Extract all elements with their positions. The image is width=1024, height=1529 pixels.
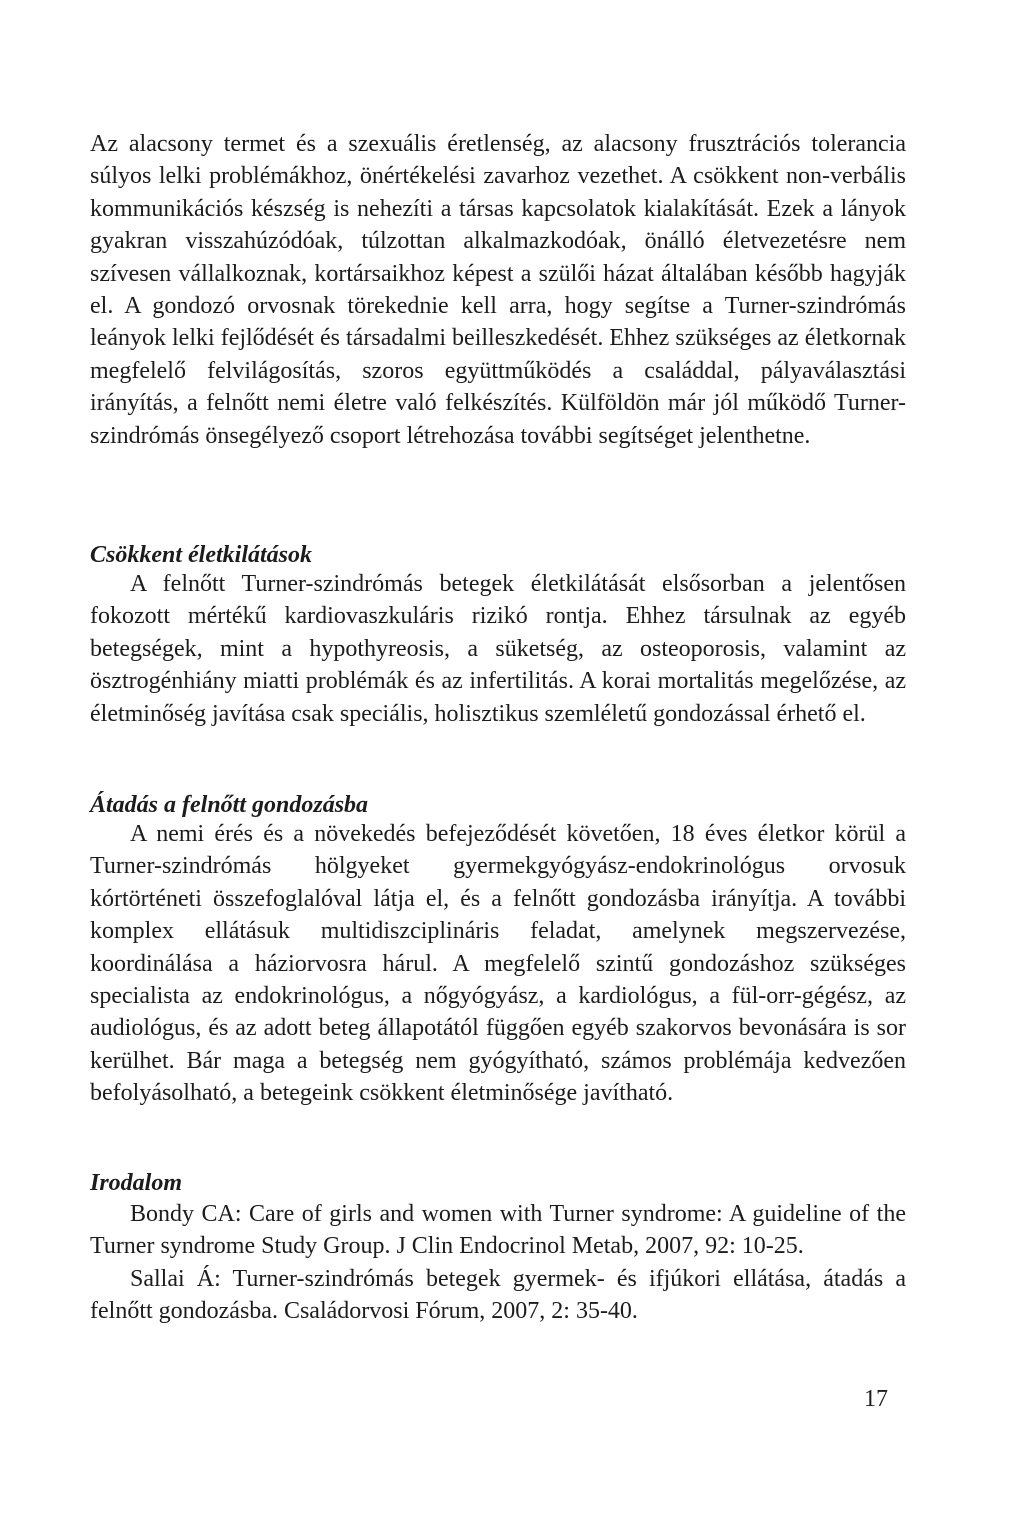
references-heading: Irodalom — [90, 1170, 183, 1196]
references-list — [90, 1198, 906, 1328]
reference-item: Sallai Á: Turner-szindrómás betegek gyermek- és ifjúkori ellátása, átadás a felnőtt gondozásba. Családorvosi Fórum, 2007, 2: 35-40. — [90, 1265, 906, 1325]
transition-block — [90, 818, 906, 1110]
intro-paragraph-block — [90, 128, 906, 452]
section-heading-life-expectancy: Csökkent életkilátások — [90, 542, 312, 568]
life-expectancy-paragraph: A felnőtt Turner-szindrómás betegek életkilátását elsősorban a jelentősen fokozott mértékű kardiovaszkuláris rizikó rontja. Ehhez társulnak az egyéb betegségek, mint a hypothyreosis, a süketség, az osteoporosis, valamint az ösztrogénhiány miatti problémák és az infertilitás. A korai mortalitás megelőzése, az életminőség javítása csak speciális, holisztikus szemléletű gondozással érhető el. — [90, 571, 906, 727]
life-expectancy-block — [90, 568, 906, 730]
transition-paragraph: A nemi érés és a növekedés befejeződését követően, 18 éves életkor körül a Turner-szindrómás hölgyeket gyermekgyógyász-endokrinológus orvosuk kórtörténeti összefoglalóval látja el, és a felnőtt gondozásba irányítja. A további komplex ellátásuk multidiszciplináris feladat, amelynek megszervezése, koordinálása a háziorvosra hárul. A megfelelő szintű gondozáshoz szükséges specialista az endokrinológus, a nőgyógyász, a kardiológus, a fül-orr-gégész, az audiológus, és az adott beteg állapotától függően egyéb szakorvos bevonására is sor kerülhet. Bár maga a betegség nem gyógyítható, számos problémája kedvezően befolyásolható, a betegeink csökkent életminősége javítható. — [90, 821, 906, 1107]
page-number: 17 — [864, 1386, 888, 1412]
section-heading-transition: Átadás a felnőtt gondozásba — [90, 792, 369, 818]
intro-paragraph: Az alacsony termet és a szexuális éretlenség, az alacsony frusztrációs tolerancia súlyos lelki problémákhoz, önértékelési zavarhoz vezethet. A csökkent non-verbális kommunikációs készség is nehezíti a társas kapcsolatok kialakítását. Ezek a lányok gyakran visszahúzódóak, túlzottan alkalmazkodóak, önálló életvezetésre nem szívesen vállalkoznak, kortársaikhoz képest a szülői házat általában később hagyják el. A gondozó orvosnak törekednie kell arra, hogy segítse a Turner-szindrómás leányok lelki fejlődését és társadalmi beilleszkedését. Ehhez szükséges az életkornak megfelelő felvilágosítás, szoros együttműködés a családdal, pályaválasztási irányítás, a felnőtt nemi életre való felkészítés. Külföldön már jól működő Turner-szindrómás önsegélyező csoport létrehozása további segítséget jelenthetne. — [90, 131, 906, 449]
reference-item: Bondy CA: Care of girls and women with Turner syndrome: A guideline of the Turner syndrome Study Group. J Clin Endocrinol Metab, 2007, 92: 10-25. — [90, 1201, 906, 1260]
